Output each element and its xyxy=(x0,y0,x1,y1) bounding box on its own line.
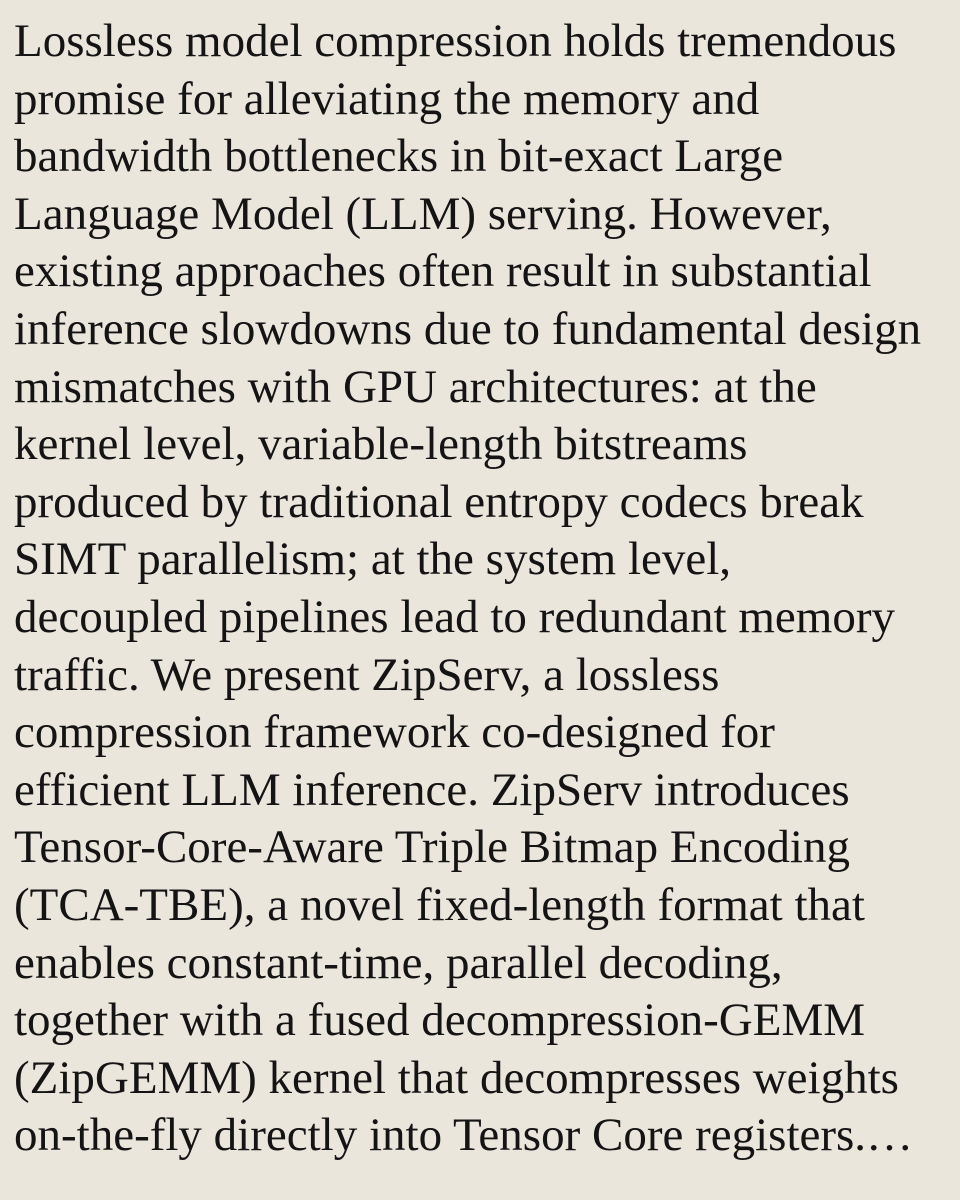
text-line: enables constant-time, parallel decoding, xyxy=(14,936,783,989)
text-line: efficient LLM inference. ZipServ introduces xyxy=(14,763,850,816)
text-line: produced by traditional entropy codecs break xyxy=(14,475,864,528)
text-line: Lossless model compression holds tremendous xyxy=(14,15,897,67)
text-line: compression framework co-designed for xyxy=(14,706,775,759)
text-line: decoupled pipelines lead to redundant memory xyxy=(14,590,895,643)
text-line: kernel level, variable-length bitstreams xyxy=(14,418,748,471)
text-line: bandwidth bottlenecks in bit-exact Large xyxy=(14,130,784,183)
text-line: Tensor-Core-Aware Triple Bitmap Encoding xyxy=(14,821,850,874)
text-line: mismatches with GPU architectures: at the xyxy=(14,360,817,413)
abstract-text xyxy=(14,13,954,1165)
text-line: together with a fused decompression-GEMM xyxy=(14,994,866,1047)
text-line: (ZipGEMM) kernel that decompresses weights xyxy=(14,1051,899,1104)
text-line: Language Model (LLM) serving. However, xyxy=(14,187,832,240)
text-line: (TCA-TBE), a novel fixed-length format that xyxy=(14,878,865,931)
text-line: existing approaches often result in substantial xyxy=(14,245,872,298)
text-line: on-the-fly directly into Tensor Core registers.… xyxy=(14,1109,914,1162)
text-line: inference slowdowns due to fundamental design xyxy=(14,302,922,355)
text-line: promise for alleviating the memory and xyxy=(14,72,760,125)
text-line: traffic. We present ZipServ, a lossless xyxy=(14,648,720,701)
text-line: SIMT parallelism; at the system level, xyxy=(14,533,732,586)
